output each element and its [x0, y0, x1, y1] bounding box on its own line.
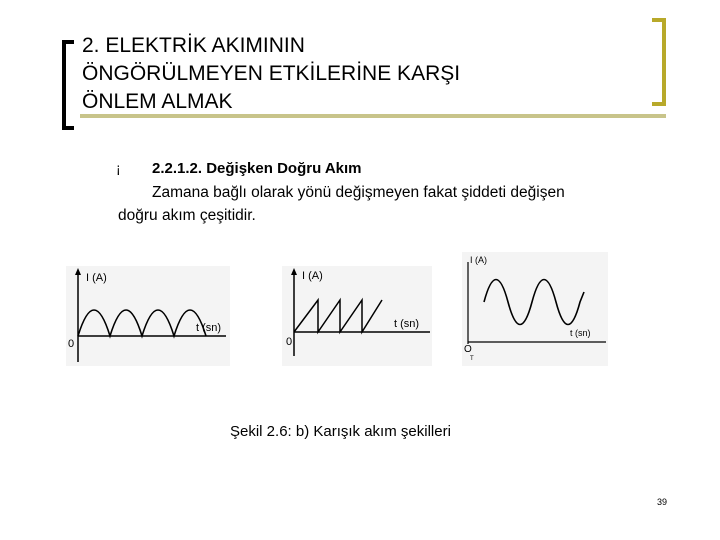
page-number: 39	[657, 497, 668, 507]
origin-label: O	[464, 344, 472, 355]
bullet-icon: ¡	[116, 160, 121, 176]
title-right-bracket	[652, 18, 666, 106]
x-axis-label: t (sn)	[394, 318, 420, 330]
slide-title	[82, 32, 602, 116]
body-text-line-1: Zamana bağlı olarak yönü değişmeyen fakat şiddeti değişen	[152, 184, 565, 201]
body-text-line-2: doğru akım çeşitidir.	[118, 207, 256, 224]
y-axis-label: I (A)	[302, 270, 323, 282]
y-axis-label: I (A)	[86, 272, 107, 284]
sawtooth-wave-graph	[282, 266, 432, 366]
figure-caption: Şekil 2.6: b) Karışık akım şekilleri	[230, 423, 451, 440]
x-axis-label: t (sn)	[196, 322, 222, 334]
rectified-wave-graph	[66, 266, 230, 366]
section-heading: 2.2.1.2. Değişken Doğru Akım	[152, 160, 362, 177]
tick-label: T	[470, 356, 474, 362]
y-axis-label: I (A)	[470, 255, 487, 265]
origin-label: 0	[286, 336, 293, 348]
title-line-2: ÖNGÖRÜLMEYEN ETKİLERİNE KARŞI	[82, 62, 461, 85]
title-line-1: 2. ELEKTRİK AKIMININ	[82, 34, 305, 57]
title-line-3: ÖNLEM ALMAK	[82, 90, 233, 113]
sine-wave-plot	[462, 252, 608, 366]
sine-wave-graph	[462, 252, 608, 366]
x-axis-label: t (sn)	[570, 328, 591, 338]
title-left-bracket	[62, 40, 74, 130]
origin-label: 0	[68, 338, 75, 350]
